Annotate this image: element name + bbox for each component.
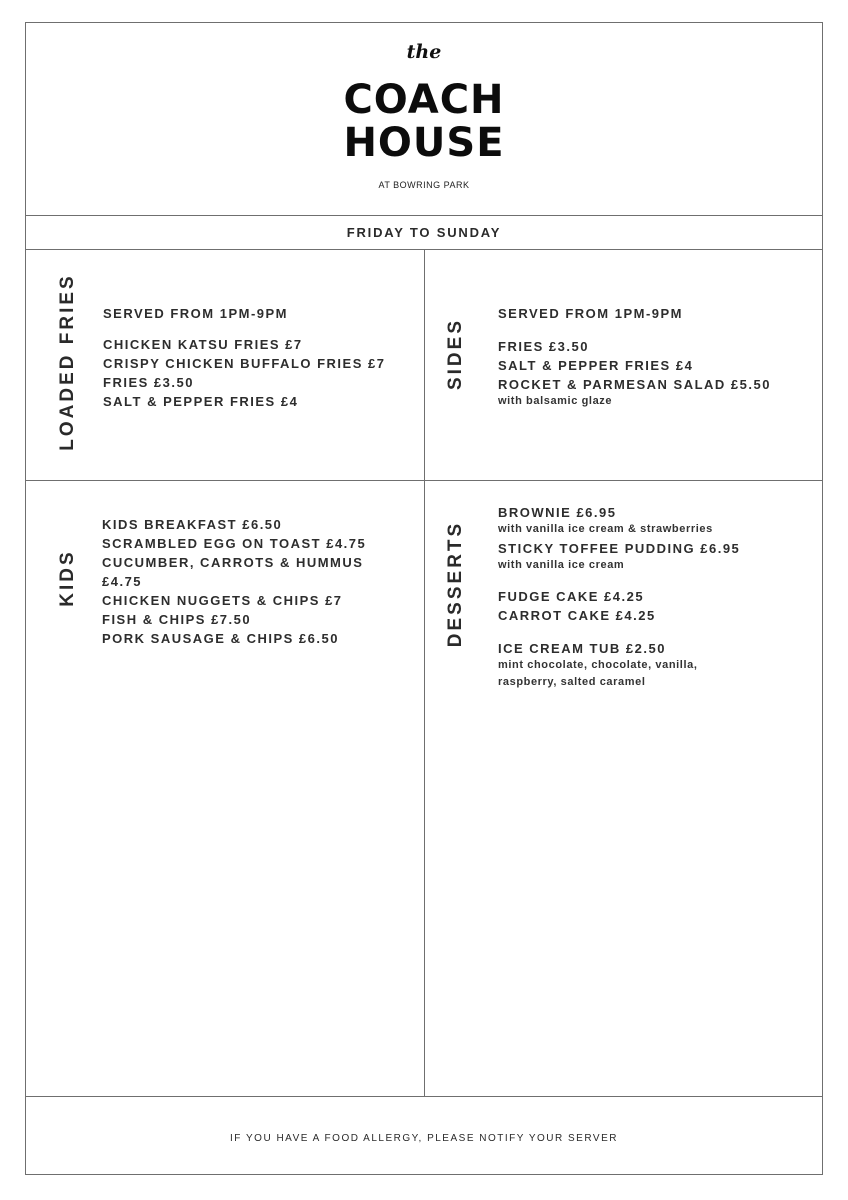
menu-item: ICE CREAM TUB £2.50 [498, 641, 666, 656]
menu-item-price: £4.75 [102, 574, 143, 589]
divider-vertical [424, 249, 425, 1096]
menu-item-note: with balsamic glaze [498, 395, 613, 407]
allergy-notice: IF YOU HAVE A FOOD ALLERGY, PLEASE NOTIFY YOUR SERVER [230, 1133, 618, 1144]
menu-item: CRISPY CHICKEN BUFFALO FRIES £7 [103, 356, 386, 371]
menu-item: FUDGE CAKE £4.25 [498, 589, 645, 604]
served-time: SERVED FROM 1PM-9PM [498, 306, 684, 321]
menu-item: FRIES £3.50 [103, 375, 194, 390]
menu-item-note: raspberry, salted caramel [498, 676, 646, 688]
days-banner: FRIDAY TO SUNDAY [346, 225, 502, 240]
menu-item: CUCUMBER, CARROTS & HUMMUS [102, 555, 364, 570]
menu-item: BROWNIE £6.95 [498, 505, 617, 520]
menu-item: SALT & PEPPER FRIES £4 [103, 394, 299, 409]
menu-item: KIDS BREAKFAST £6.50 [102, 517, 283, 532]
served-time: SERVED FROM 1PM-9PM [103, 306, 289, 321]
menu-item: SCRAMBLED EGG ON TOAST £4.75 [102, 536, 367, 551]
section-label-desserts: DESSERTS [445, 520, 466, 648]
logo-subtitle: AT BOWRING PARK [378, 180, 470, 190]
menu-item: FISH & CHIPS £7.50 [102, 612, 252, 627]
section-loaded-fries [103, 304, 385, 411]
menu-item: SALT & PEPPER FRIES £4 [498, 358, 694, 373]
logo-title-line-1: COACH [343, 77, 505, 123]
section-label-loaded-fries: LOADED FRIES [57, 273, 78, 451]
logo-the: the [406, 41, 442, 63]
section-sides [498, 304, 771, 411]
menu-item-note: mint chocolate, chocolate, vanilla, [498, 659, 698, 671]
menu-item: PORK SAUSAGE & CHIPS £6.50 [102, 631, 339, 646]
menu-item: CHICKEN KATSU FRIES £7 [103, 337, 303, 352]
section-kids [102, 515, 366, 648]
logo-title-line-2: HOUSE [343, 120, 505, 166]
menu-item-note: with vanilla ice cream [498, 559, 625, 571]
menu-frame [25, 22, 823, 1175]
menu-item: CARROT CAKE £4.25 [498, 608, 656, 623]
menu-item: FRIES £3.50 [498, 339, 589, 354]
menu-item: ROCKET & PARMESAN SALAD £5.50 [498, 377, 771, 392]
menu-item-note: with vanilla ice cream & strawberries [498, 523, 713, 535]
section-desserts [498, 503, 740, 692]
section-label-sides: SIDES [445, 317, 466, 391]
menu-header [26, 23, 822, 215]
menu-item: STICKY TOFFEE PUDDING £6.95 [498, 541, 741, 556]
section-label-kids: KIDS [57, 549, 78, 607]
menu-item: CHICKEN NUGGETS & CHIPS £7 [102, 593, 343, 608]
